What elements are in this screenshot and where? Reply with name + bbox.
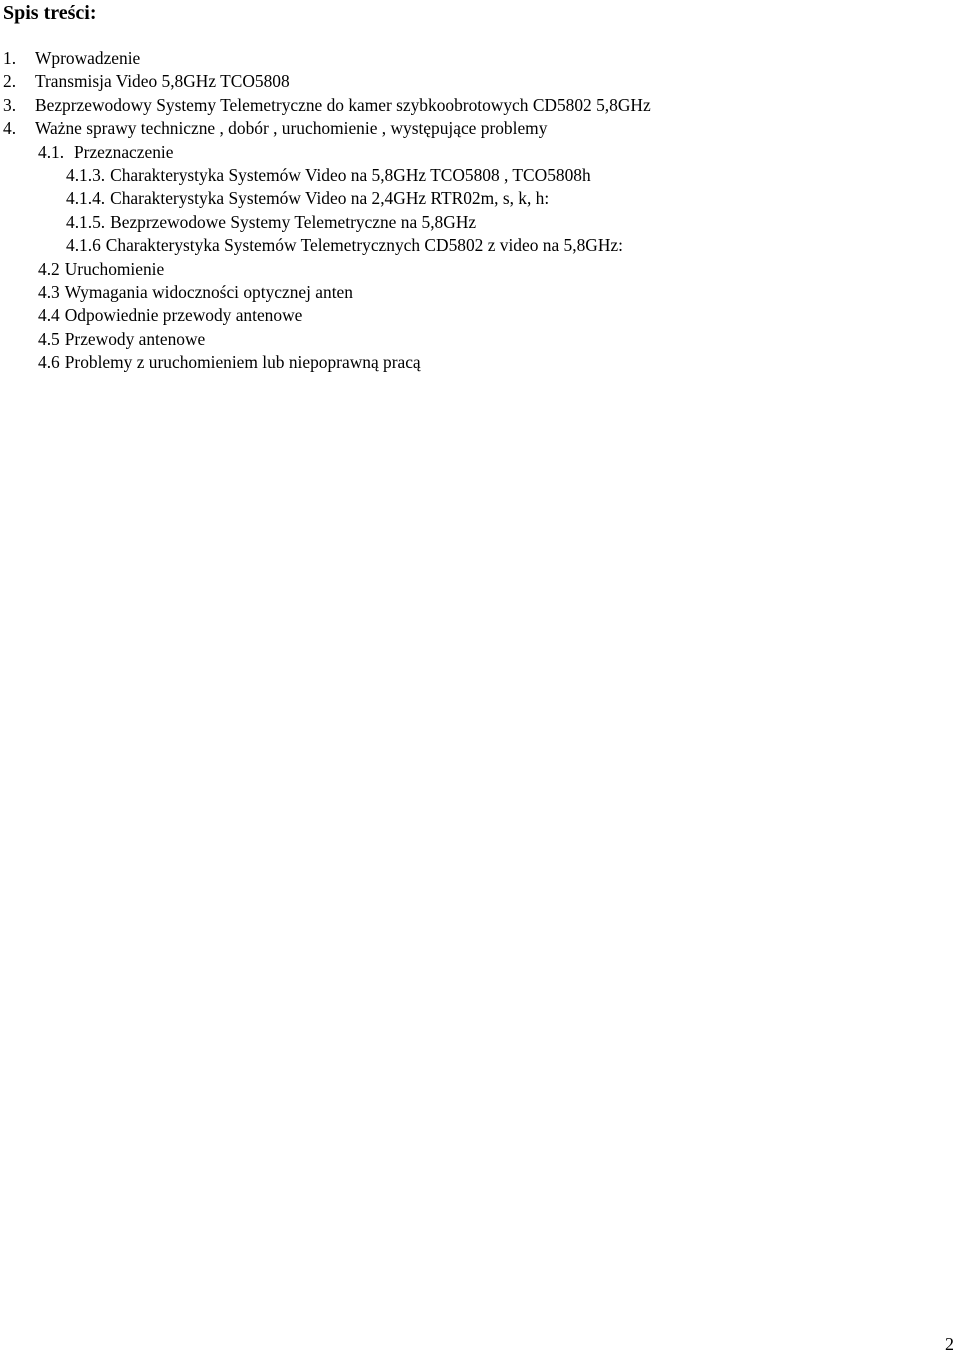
toc-item-title: Wprowadzenie bbox=[35, 48, 141, 68]
toc-item-title: Wymagania widoczności optycznej anten bbox=[64, 281, 353, 302]
toc-item-4-1-6[interactable] bbox=[0, 234, 651, 257]
toc-item-number: 3. bbox=[3, 94, 17, 115]
toc-item-title: Uruchomienie bbox=[64, 258, 165, 279]
toc-item-title: Przeznaczenie bbox=[74, 141, 174, 162]
toc-item-4[interactable] bbox=[0, 117, 651, 140]
toc-item-number: 4.1.6 bbox=[66, 235, 101, 256]
toc-item-title: Przewody antenowe bbox=[64, 328, 206, 349]
toc-item-title: Transmisja Video 5,8GHz TCO5808 bbox=[35, 71, 290, 92]
toc-item-4-2[interactable] bbox=[0, 258, 651, 281]
toc-item-title: Bezprzewodowe Systemy Telemetryczne na 5,8GHz bbox=[110, 211, 477, 232]
toc-item-number: 4.2 bbox=[38, 258, 60, 279]
toc-item-number: 4.1.5. bbox=[66, 211, 106, 232]
toc-item-number: 4.1. bbox=[38, 141, 65, 162]
toc-item-4-1-4[interactable] bbox=[0, 187, 651, 210]
toc-item-number: 4.3 bbox=[38, 281, 60, 302]
toc-item-number: 4.1.3. bbox=[66, 164, 106, 185]
table-of-contents bbox=[0, 47, 651, 374]
toc-item-title: Problemy z uruchomieniem lub niepoprawną pracą bbox=[64, 352, 421, 373]
toc-item-title: Charakterystyka Systemów Telemetrycznych CD5802 z video na 5,8GHz: bbox=[105, 235, 623, 256]
toc-item-number: 4.4 bbox=[38, 305, 60, 326]
toc-item-title: Charakterystyka Systemów Video na 5,8GHz TCO5808 , TCO5808h bbox=[110, 164, 591, 185]
toc-item-4-3[interactable] bbox=[0, 281, 651, 304]
toc-item-4-1-5[interactable] bbox=[0, 211, 651, 234]
toc-item-4-4[interactable] bbox=[0, 304, 651, 327]
toc-item-title: Odpowiednie przewody antenowe bbox=[64, 305, 303, 326]
toc-heading: Spis treści: bbox=[3, 2, 97, 24]
toc-item-2[interactable] bbox=[0, 70, 651, 93]
toc-item-3[interactable] bbox=[0, 94, 651, 117]
toc-item-number: 4.6 bbox=[38, 352, 60, 373]
toc-item-number: 4.5 bbox=[38, 328, 60, 349]
toc-item-title: Charakterystyka Systemów Video na 2,4GHz RTR02m, s, k, h: bbox=[110, 188, 550, 209]
toc-item-1[interactable] bbox=[0, 47, 651, 70]
toc-item-title: Bezprzewodowy Systemy Telemetryczne do kamer szybkoobrotowych CD5802 5,8GHz bbox=[35, 94, 651, 115]
toc-item-4-1-3[interactable] bbox=[0, 164, 651, 187]
toc-item-title: Ważne sprawy techniczne , dobór , uruchomienie , występujące problemy bbox=[35, 118, 548, 139]
toc-item-4-5[interactable] bbox=[0, 328, 651, 351]
toc-item-number: 4.1.4. bbox=[66, 188, 106, 209]
toc-item-number: 1. bbox=[3, 48, 17, 68]
toc-item-number: 4. bbox=[3, 118, 17, 139]
toc-item-4-1[interactable] bbox=[0, 141, 651, 164]
toc-item-4-6[interactable] bbox=[0, 351, 651, 374]
toc-item-number: 2. bbox=[3, 71, 17, 92]
page-number: 2 bbox=[945, 1334, 954, 1354]
